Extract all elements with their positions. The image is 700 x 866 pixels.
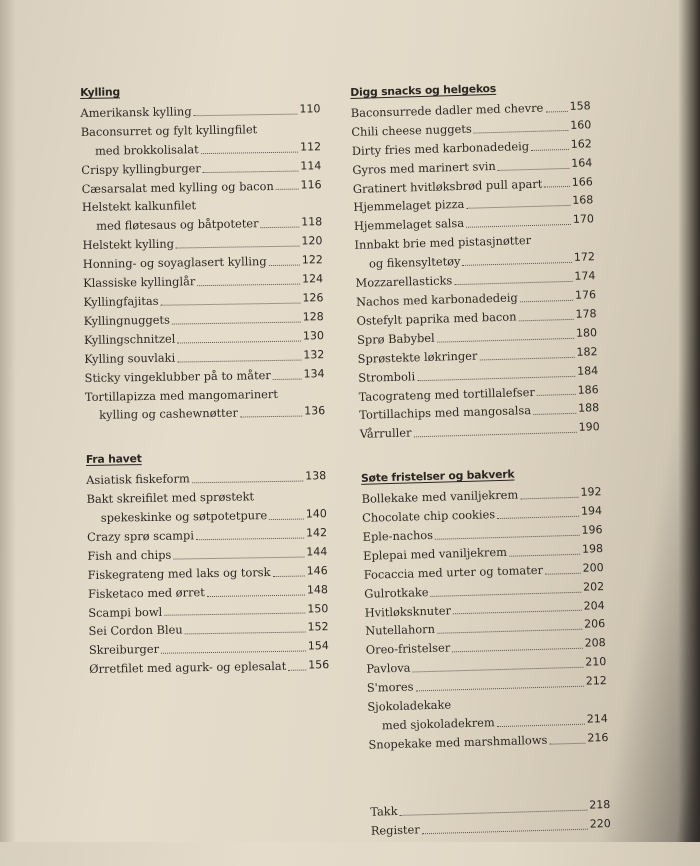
dot-leader <box>414 432 577 438</box>
entry-title: Fiskegrateng med laks og torsk <box>87 564 271 582</box>
entry-title: Snopekake med marshmallows <box>368 732 548 752</box>
entry-title: Kyllingschnitzel <box>83 331 176 347</box>
entry-title: Bollekake med vaniljekrem <box>361 487 519 506</box>
page-number: 202 <box>582 579 605 594</box>
entry-title: Sei Cordon Bleu <box>88 622 183 639</box>
page-number: 116 <box>300 177 322 192</box>
page-number: 150 <box>307 601 329 616</box>
toc-section <box>361 463 609 754</box>
toc-section <box>86 447 330 679</box>
entry-title: Scampi bowl <box>88 604 163 620</box>
dot-leader <box>466 205 570 209</box>
entry-title: Chocolate chip cookies <box>361 507 496 525</box>
section-heading: Fra havet <box>85 452 142 467</box>
toc-section <box>350 77 600 444</box>
toc-entry <box>82 195 323 237</box>
dot-leader <box>544 186 570 188</box>
dot-leader <box>463 262 573 266</box>
page-number: 148 <box>306 582 329 597</box>
entry-title: Tacograteng med tortillalefser <box>358 384 535 404</box>
entry-title: Tortillachips med mangosalsa <box>359 403 532 423</box>
toc-entry <box>85 384 326 426</box>
dot-leader <box>519 319 574 322</box>
dot-leader <box>454 281 572 285</box>
section-heading: Søte fristelser og bakverk <box>360 467 515 486</box>
page-number: 174 <box>574 269 596 283</box>
page-number: 208 <box>584 636 606 651</box>
entry-title: Hvitløksknuter <box>364 602 452 620</box>
dot-leader <box>474 130 569 134</box>
page-shadow <box>0 0 16 842</box>
dot-leader <box>197 284 300 287</box>
page-number: 184 <box>576 363 599 378</box>
page-number: 120 <box>301 234 323 248</box>
page-number: 156 <box>308 658 330 672</box>
entry-title: Register <box>370 822 420 838</box>
entry-title: Tortillapizza med mangomarinert <box>84 386 278 404</box>
entry-title: Stromboli <box>358 368 416 385</box>
entry-title: Gyros med marinert svin <box>352 158 496 177</box>
entry-title-continuation: kylling og cashewnøtter <box>99 405 238 423</box>
dot-leader <box>417 375 575 380</box>
page-number: 140 <box>305 507 327 521</box>
page-number: 128 <box>302 310 324 324</box>
entry-title-continuation: med brokkolisalat <box>94 141 199 158</box>
page-number: 126 <box>302 291 324 305</box>
entry-title: Ostefylt paprika med bacon <box>356 309 517 328</box>
dot-leader <box>509 554 580 557</box>
page-number: 158 <box>569 99 591 113</box>
page-number: 212 <box>585 674 607 688</box>
page-number: 162 <box>570 136 592 151</box>
entry-title: Innbakt brie med pistasjnøtter <box>354 233 532 253</box>
page-number: 132 <box>303 347 325 362</box>
entry-title: Kylling souvlaki <box>84 350 176 366</box>
dot-leader <box>435 535 580 540</box>
dot-leader <box>537 394 576 396</box>
page-number: 164 <box>571 155 593 170</box>
dot-leader <box>203 170 299 173</box>
entry-title: Oreo-fristelser <box>365 640 451 658</box>
page-number: 138 <box>305 469 327 483</box>
entry-title: Crazy sprø scampi <box>87 528 195 544</box>
dot-leader <box>549 742 585 744</box>
dot-leader <box>413 667 584 673</box>
page-number: 206 <box>584 617 606 632</box>
dot-leader <box>261 227 300 229</box>
dot-leader <box>545 111 567 113</box>
page-number: 136 <box>304 404 326 418</box>
page-number: 182 <box>576 344 598 359</box>
page-number: 146 <box>306 563 328 578</box>
entry-title: Focaccia med urter og tomater <box>363 562 544 582</box>
dot-leader <box>533 413 576 415</box>
dot-leader <box>177 340 301 343</box>
page-number: 154 <box>307 639 329 653</box>
dot-leader <box>422 828 588 834</box>
dot-leader <box>269 518 304 520</box>
dot-leader <box>207 594 305 597</box>
page-number: 200 <box>582 560 604 575</box>
dot-leader <box>288 670 306 671</box>
entry-title: Nachos med karbonadedeig <box>355 290 518 309</box>
page-number: 216 <box>587 730 609 745</box>
dot-leader <box>453 610 582 615</box>
entry-title-continuation: og fikensyltetøy <box>368 254 461 271</box>
page-number: 118 <box>301 215 323 229</box>
entry-title: Hjemmelaget pizza <box>353 197 465 215</box>
entry-title: Amerikansk kylling <box>80 104 192 120</box>
entry-title-continuation: spekeskinke og søtpotetpure <box>100 508 268 525</box>
dot-leader <box>531 149 569 151</box>
page-number: 114 <box>300 158 322 173</box>
dot-leader <box>161 651 306 654</box>
entry-title: Kyllingfajitas <box>83 293 159 309</box>
entry-title: Eplepai med vaniljekrem <box>362 544 508 563</box>
page-number: 198 <box>581 541 604 556</box>
dot-leader <box>520 300 573 302</box>
dot-leader <box>185 632 306 635</box>
page-number: 172 <box>573 250 596 264</box>
page-number: 168 <box>572 193 594 208</box>
page-number: 188 <box>577 401 600 416</box>
entry-title: Vårruller <box>359 425 412 442</box>
entry-title: Baconsurret og fylt kyllingfilet <box>80 122 258 139</box>
dot-leader <box>273 575 305 577</box>
page-number: 142 <box>305 526 328 540</box>
page-number: 196 <box>581 523 603 537</box>
entry-title: Bakt skreifilet med sprøstekt <box>86 489 255 507</box>
dot-leader <box>176 246 300 249</box>
page-number: 218 <box>589 797 611 812</box>
page-number: 134 <box>303 366 325 381</box>
dot-leader <box>194 113 298 116</box>
entry-title: Chili cheese nuggets <box>351 121 472 139</box>
toc-entry <box>86 486 327 528</box>
entry-title: Baconsurrede dadler med chevre <box>350 100 544 120</box>
entry-title: Fish and chips <box>87 547 172 563</box>
dot-leader <box>498 167 570 170</box>
page-number: 166 <box>571 174 593 189</box>
page-number: 192 <box>580 485 602 499</box>
entry-title-continuation: med sjokoladekrem <box>381 715 495 733</box>
dot-leader <box>196 537 304 540</box>
entry-title: Fisketaco med ørret <box>87 584 205 601</box>
page-number: 112 <box>299 139 322 154</box>
page-number: 214 <box>586 712 608 726</box>
entry-title: Klassiske kyllinglår <box>83 274 196 291</box>
entry-title: Nutellahorn <box>365 622 436 639</box>
entry-title: Helstekt kalkunfilet <box>81 198 197 215</box>
page-number: 180 <box>575 325 598 340</box>
dot-leader <box>173 556 304 559</box>
page-number: 194 <box>580 504 603 518</box>
entry-title: Skreiburger <box>88 642 160 658</box>
toc-column-left <box>80 80 330 705</box>
dot-leader <box>273 378 302 379</box>
dot-leader <box>276 189 299 190</box>
section-heading: Digg snacks og helgekos <box>350 81 497 99</box>
page-number: 130 <box>302 328 325 343</box>
entry-title: Kyllingnuggets <box>83 312 171 328</box>
dot-leader <box>172 321 301 324</box>
dot-leader <box>201 151 298 154</box>
entry-title: Dirty fries med karbonadedeig <box>351 138 530 158</box>
page-number: 170 <box>572 212 595 227</box>
page-number: 204 <box>583 598 605 613</box>
dot-leader <box>466 224 571 228</box>
page-number: 186 <box>577 382 599 397</box>
page-number: 144 <box>306 545 328 559</box>
entry-title-continuation: med fløtesaus og båtpoteter <box>96 216 259 234</box>
dot-leader <box>497 724 585 727</box>
page-number: 160 <box>570 118 592 132</box>
dot-leader <box>520 497 578 500</box>
entry-title: S'mores <box>366 679 414 695</box>
dot-leader <box>416 686 584 692</box>
entry-continuation-line <box>85 403 325 426</box>
page-number: 152 <box>307 620 329 634</box>
entry-title: Hjemmelaget salsa <box>353 216 465 234</box>
entry-title: Sprøstekte løkringer <box>357 348 478 366</box>
dot-leader <box>161 302 301 305</box>
section-heading: Kylling <box>80 85 121 99</box>
dot-leader <box>240 416 302 418</box>
entry-title: Sticky vingeklubber på to måter <box>84 367 271 385</box>
dot-leader <box>437 338 574 343</box>
page-number: 124 <box>301 272 324 286</box>
entry-title: Eple-nachos <box>362 527 434 544</box>
page-number: 220 <box>589 816 611 831</box>
entry-title: Gratinert hvitløksbrød pull apart <box>352 176 543 196</box>
page-number: 210 <box>585 655 607 669</box>
dot-leader <box>177 359 301 362</box>
dot-leader <box>545 572 581 574</box>
entry-title: Mozzarellasticks <box>355 273 453 290</box>
page-edge <box>678 0 700 842</box>
page-number: 110 <box>299 102 321 116</box>
dot-leader <box>192 481 303 484</box>
page-number: 122 <box>301 253 323 267</box>
dot-leader <box>479 356 574 360</box>
entry-title: Honning- og soyaglasert kylling <box>82 254 267 272</box>
page-number: 190 <box>578 420 600 435</box>
entry-title: Gulrotkake <box>364 584 429 601</box>
dot-leader <box>452 648 583 653</box>
entry-title: Sjokoladekake <box>367 697 452 714</box>
entry-title: Helstekt kylling <box>82 236 175 253</box>
toc-section <box>369 774 611 840</box>
toc-column-right <box>350 77 612 866</box>
entry-title: Asiatisk fiskeform <box>86 471 190 488</box>
page-number: 178 <box>575 307 597 321</box>
entry-title: Sprø Babybel <box>356 330 435 347</box>
dot-leader <box>497 516 579 519</box>
entry-title: Crispy kyllingburger <box>81 160 201 177</box>
entry-title: Cæsarsalat med kylling og bacon <box>81 178 274 196</box>
dot-leader <box>269 265 300 266</box>
page-number: 176 <box>574 288 597 302</box>
entry-title: Pavlova <box>366 660 411 677</box>
dot-leader <box>431 591 582 596</box>
toc-section <box>80 80 325 425</box>
entry-title: Takk <box>370 803 398 819</box>
entry-title: Ørretfilet med agurk- og eplesalat <box>89 659 287 677</box>
toc-entry <box>81 119 322 161</box>
dot-leader <box>400 809 588 815</box>
dot-leader <box>437 629 582 634</box>
toc-entry <box>89 656 329 679</box>
dot-leader <box>164 613 305 616</box>
